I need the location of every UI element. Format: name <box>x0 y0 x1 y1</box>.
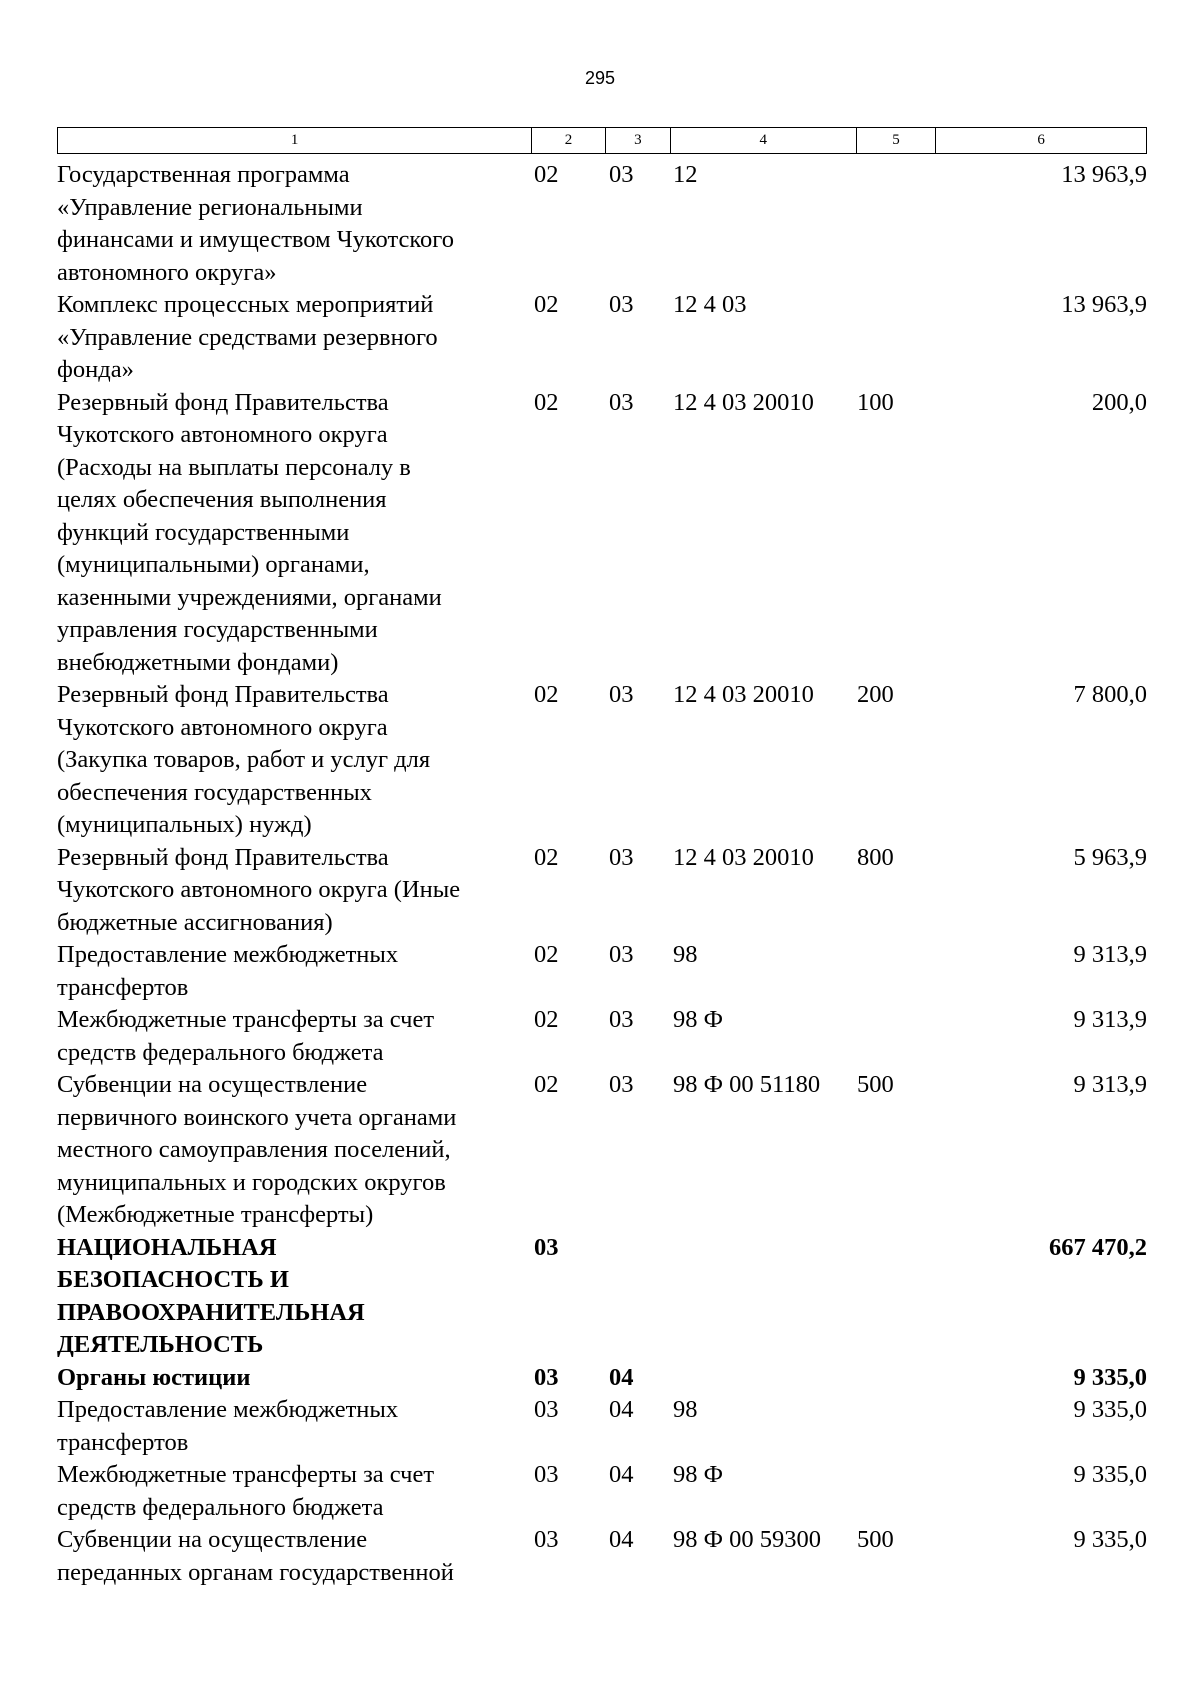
row-subsection-code: 04 <box>609 1461 634 1488</box>
row-target-code: 98 Ф <box>673 1461 723 1488</box>
row-target-code: 98 Ф 00 51180 <box>673 1071 821 1098</box>
row-section-code: 03 <box>534 1233 559 1261</box>
table-row <box>57 1004 1157 1069</box>
row-expense-type <box>857 1004 937 1069</box>
row-amount: 9 335,0 <box>1073 1396 1147 1423</box>
row-section-code: 02 <box>534 1071 559 1098</box>
row-expense-type <box>857 1362 937 1395</box>
row-name: Межбюджетные трансферты за счет средств федерального бюджета <box>57 1006 435 1066</box>
row-section-code: 03 <box>534 1363 559 1391</box>
row-subsection-code: 03 <box>609 1071 634 1098</box>
row-name: Комплекс процессных мероприятий «Управление средствами резервного фонда» <box>57 291 438 383</box>
row-subsection-code: 03 <box>609 843 634 871</box>
row-target-code: 98 <box>673 1396 698 1423</box>
row-expense-type: 100 <box>857 388 894 416</box>
row-section-code: 02 <box>534 843 559 871</box>
row-target-code: 98 <box>673 941 698 968</box>
table-row <box>57 387 1157 680</box>
row-name: Органы юстиции <box>57 1363 251 1391</box>
table-row <box>57 939 1157 1004</box>
row-amount: 9 313,9 <box>1073 1006 1147 1033</box>
row-expense-type <box>857 289 937 387</box>
table-row <box>57 289 1157 387</box>
row-name: НАЦИОНАЛЬНАЯ БЕЗОПАСНОСТЬ И ПРАВООХРАНИТЕЛЬНАЯ ДЕЯТЕЛЬНОСТЬ <box>57 1233 365 1358</box>
header-col-4: 4 <box>671 128 857 153</box>
row-subsection-code: 04 <box>609 1363 634 1391</box>
row-subsection-code: 03 <box>609 161 634 188</box>
row-expense-type: 200 <box>857 681 894 708</box>
row-name: Субвенции на осуществление первичного воинского учета органами местного самоуправления поселений, муниципальных и городских округов (Межбюджетные трансферты) <box>57 1071 457 1228</box>
row-section-code: 02 <box>534 388 559 416</box>
row-expense-type: 500 <box>857 1526 894 1553</box>
row-section-code: 02 <box>534 291 559 318</box>
row-target-code: 98 Ф 00 59300 <box>673 1526 821 1553</box>
header-col-6: 6 <box>1037 132 1045 148</box>
row-expense-type <box>857 939 937 1004</box>
table-row <box>57 679 1157 842</box>
row-section-code: 02 <box>534 161 559 188</box>
row-target-code: 12 4 03 <box>673 291 747 318</box>
row-subsection-code: 03 <box>609 1006 634 1033</box>
row-name: Предоставление межбюджетных трансфертов <box>57 1396 399 1456</box>
row-target-code: 12 <box>673 161 698 188</box>
row-subsection-code <box>606 1232 671 1362</box>
row-amount: 9 313,9 <box>1073 941 1147 968</box>
row-amount: 9 335,0 <box>1073 1526 1147 1553</box>
row-target-code: 12 4 03 20010 <box>673 388 814 416</box>
header-col-2: 2 <box>532 128 606 153</box>
table-row <box>57 159 1157 289</box>
table-row <box>57 1069 1157 1232</box>
row-expense-type: 800 <box>857 843 894 871</box>
row-name: Предоставление межбюджетных трансфертов <box>57 941 399 1001</box>
row-target-code <box>671 1232 857 1362</box>
row-name: Резервный фонд Правительства Чукотского автономного округа (Расходы на выплаты персоналу в целях обеспечения выполнения функций государственными (муниципальными) органами, казенными учреждениями, органами управления государственными внебюджетными фондами) <box>57 388 442 676</box>
row-amount: 9 335,0 <box>1073 1363 1147 1391</box>
header-col-1: 1 <box>58 128 532 153</box>
row-amount: 9 313,9 <box>1073 1071 1147 1098</box>
row-subsection-code: 03 <box>609 681 634 708</box>
row-subsection-code: 04 <box>609 1396 634 1423</box>
row-amount: 5 963,9 <box>1073 843 1147 871</box>
header-col-5: 5 <box>857 128 937 153</box>
row-section-code: 03 <box>534 1396 559 1423</box>
row-amount: 13 963,9 <box>1061 291 1147 318</box>
table-header <box>57 127 1147 154</box>
row-expense-type <box>857 1232 937 1362</box>
row-name: Резервный фонд Правительства Чукотского автономного округа (Закупка товаров, работ и услуг для обеспечения государственных (муниципальных) нужд) <box>57 681 431 838</box>
row-expense-type: 500 <box>857 1071 894 1098</box>
row-amount: 667 470,2 <box>1049 1233 1147 1261</box>
header-col-3: 3 <box>606 128 671 153</box>
row-target-code <box>671 1362 857 1395</box>
row-target-code: 98 Ф <box>673 1006 723 1033</box>
row-amount: 13 963,9 <box>1061 161 1147 188</box>
row-name: Межбюджетные трансферты за счет средств федерального бюджета <box>57 1461 435 1521</box>
row-section-code: 02 <box>534 681 559 708</box>
row-expense-type <box>857 1459 937 1524</box>
table-row <box>57 1232 1157 1362</box>
table-row <box>57 1362 1157 1395</box>
row-section-code: 03 <box>534 1526 559 1553</box>
row-subsection-code: 04 <box>609 1526 634 1553</box>
row-expense-type <box>857 1394 937 1459</box>
row-section-code: 02 <box>534 941 559 968</box>
row-amount: 7 800,0 <box>1073 681 1147 708</box>
row-section-code: 02 <box>534 1006 559 1033</box>
row-amount: 9 335,0 <box>1073 1461 1147 1488</box>
table-body <box>57 159 1157 1589</box>
table-row <box>57 1459 1157 1524</box>
row-name: Резервный фонд Правительства Чукотского автономного округа (Иные бюджетные ассигнования) <box>57 843 461 936</box>
table-row <box>57 842 1157 940</box>
row-subsection-code: 03 <box>609 941 634 968</box>
row-subsection-code: 03 <box>609 388 634 416</box>
row-target-code: 12 4 03 20010 <box>673 843 814 871</box>
row-expense-type <box>857 159 937 289</box>
row-subsection-code: 03 <box>609 291 634 318</box>
row-name: Субвенции на осуществление переданных органам государственной <box>57 1526 454 1586</box>
page-number: 295 <box>584 68 616 88</box>
table-row <box>57 1524 1157 1589</box>
row-name: Государственная программа «Управление региональными финансами и имуществом Чукотского автономного округа» <box>57 161 454 286</box>
row-section-code: 03 <box>534 1461 559 1488</box>
table-row <box>57 1394 1157 1459</box>
row-amount: 200,0 <box>1091 388 1147 416</box>
row-target-code: 12 4 03 20010 <box>673 681 814 708</box>
